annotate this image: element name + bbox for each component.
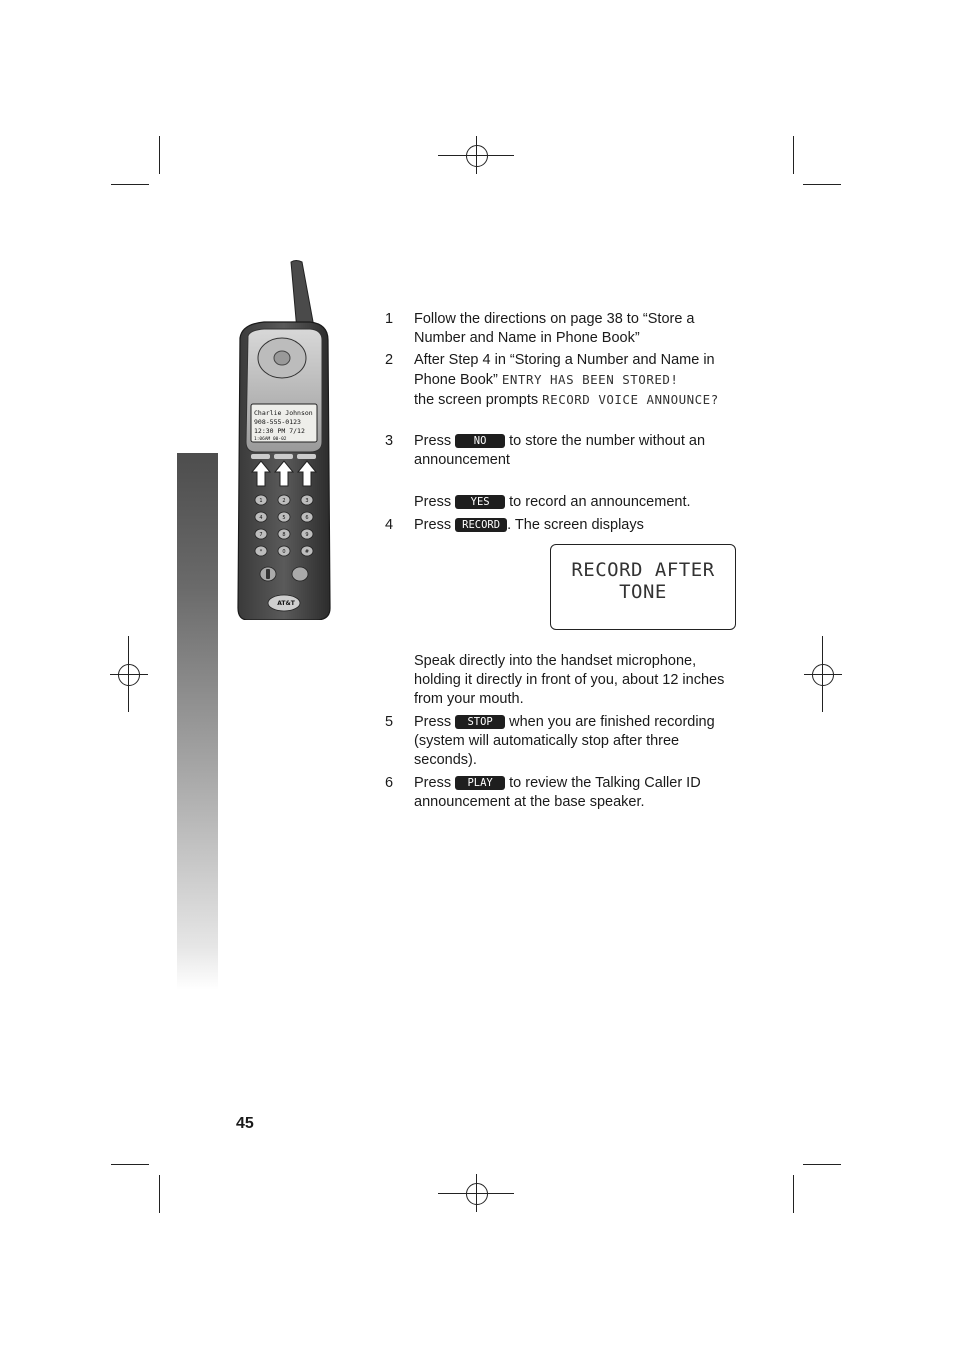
crop-mark (111, 184, 149, 185)
handset-screen-line: 908-555-0123 (254, 418, 301, 426)
lcd-line: TONE (619, 581, 667, 603)
up-arrow-icon (252, 461, 316, 486)
page-number: 45 (236, 1115, 254, 1132)
svg-text:8: 8 (282, 532, 286, 538)
svg-text:6: 6 (305, 515, 309, 521)
svg-text:3: 3 (305, 498, 309, 504)
att-logo: AT&T (277, 600, 295, 607)
svg-text:*: * (259, 549, 263, 555)
step-number: 6 (385, 775, 394, 791)
step-text: when you are finished recording (system will automatically stop after three seconds). (414, 714, 715, 768)
crop-mark (793, 136, 794, 174)
step-text: Speak directly into the handset microphone, holding it directly in front of you, about 12 inches from your mouth. (414, 653, 725, 707)
registration-mark (822, 636, 823, 712)
step-text: . The screen displays (507, 517, 644, 533)
svg-text:1: 1 (259, 498, 263, 504)
crop-mark (111, 1164, 149, 1165)
svg-text:4: 4 (259, 515, 263, 521)
step-number: 3 (385, 433, 394, 449)
crop-mark (793, 1175, 794, 1213)
crop-mark (159, 136, 160, 174)
step-text: to review the Talking Caller ID announcement at the base speaker. (414, 775, 701, 810)
stop-softkey: STOP (455, 715, 505, 729)
crop-mark (803, 1164, 841, 1165)
screen-message: RECORD VOICE ANNOUNCE? (542, 392, 719, 407)
crop-mark (803, 184, 841, 185)
crop-mark (159, 1175, 160, 1213)
no-softkey: NO (455, 434, 505, 448)
handset-screen-line: 12:30 PM 7/12 (254, 427, 305, 435)
handset-screen-line: 1:06AM 00-02 (254, 437, 287, 442)
registration-mark (118, 664, 140, 686)
step-text: Press (414, 494, 452, 510)
step-text: Press (414, 714, 452, 730)
step-number: 2 (385, 352, 394, 368)
registration-mark (476, 136, 477, 174)
registration-mark (812, 664, 834, 686)
step-text: Press (414, 433, 452, 449)
lcd-display-box (550, 544, 736, 630)
cordless-handset-illustration (234, 258, 334, 620)
step-number: 1 (385, 311, 394, 327)
step-text: Follow the directions on page 38 to “Store a Number and Name in Phone Book” (414, 311, 695, 346)
registration-mark (110, 674, 148, 675)
registration-mark (128, 636, 129, 712)
svg-text:5: 5 (282, 515, 286, 521)
registration-mark (804, 674, 842, 675)
play-softkey: PLAY (455, 776, 505, 790)
registration-mark (476, 1174, 477, 1212)
step-text: Press (414, 775, 452, 791)
svg-text:#: # (304, 549, 310, 555)
svg-text:7: 7 (259, 532, 263, 538)
registration-mark (466, 145, 488, 167)
svg-text:2: 2 (282, 498, 286, 504)
step-text: to record an announcement. (509, 494, 691, 510)
registration-mark (466, 1183, 488, 1205)
side-tab-bar (177, 453, 218, 990)
step-text: After Step 4 in “Storing a Number and Name in Phone Book” (414, 352, 715, 388)
lcd-line: RECORD AFTER (571, 559, 715, 581)
yes-softkey: YES (455, 495, 505, 509)
handset-screen-line: Charlie Johnson (254, 409, 313, 417)
step-text: the screen prompts (414, 392, 539, 408)
screen-message: ENTRY HAS BEEN STORED! (501, 372, 679, 387)
svg-text:0: 0 (282, 549, 286, 555)
step-number: 5 (385, 714, 394, 730)
step-number: 4 (385, 517, 394, 533)
step-text: Press (414, 517, 452, 533)
step-text: to store the number without an announcement (414, 433, 706, 468)
record-softkey: RECORD (455, 518, 507, 532)
svg-text:9: 9 (305, 532, 309, 538)
